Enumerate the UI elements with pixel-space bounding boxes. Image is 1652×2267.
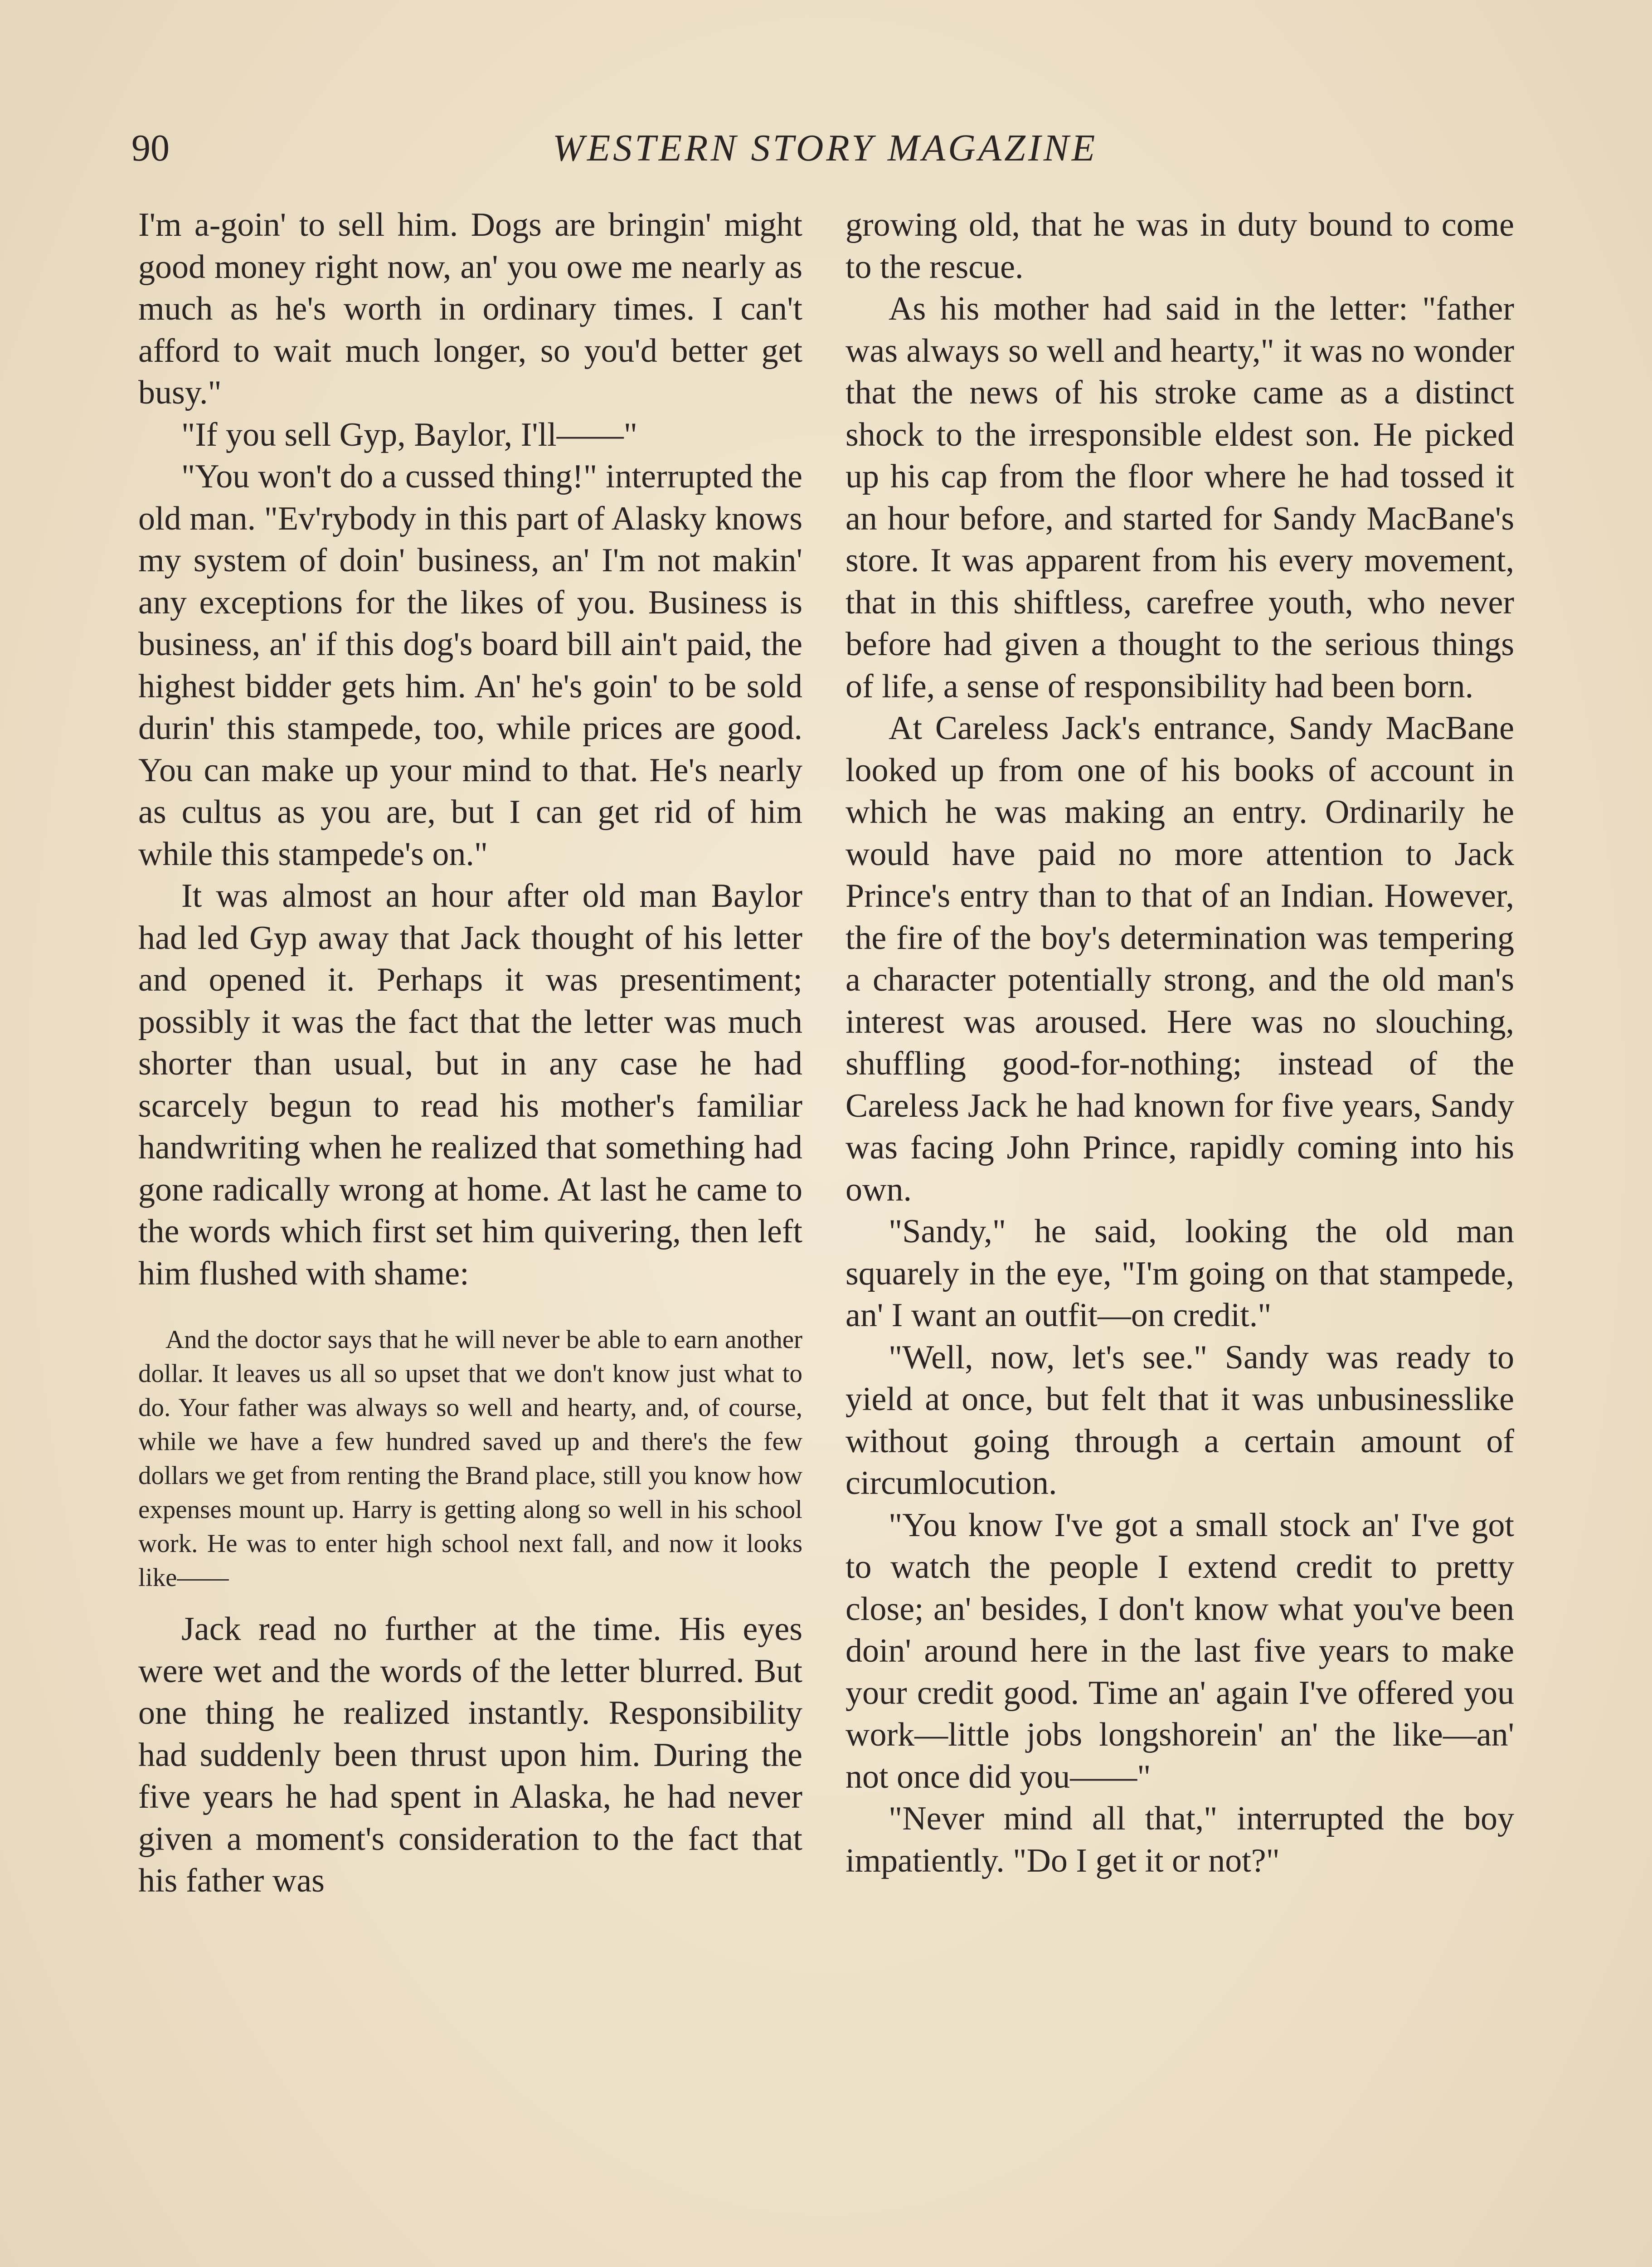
paragraph: "Sandy," he said, looking the old man squarely in the eye, "I'm going on that stampede, an' I want an outfit—on credit." [845,1213,1514,1334]
magazine-title: WESTERN STORY MAGAZINE [552,127,1098,169]
paragraph: I'm a-goin' to sell him. Dogs are bringin' might good money right now, an' you owe me nearly as much as he's worth in ordinary times. I can't afford to wait much longer, so you'd better get busy." [138,206,802,411]
paragraph: "If you sell Gyp, Baylor, I'll——" [181,416,637,453]
paragraph: "Well, now, let's see." Sandy was ready to yield at once, but felt that it was unbusinesslike without going through a certain amount of circumlocution. [845,1338,1514,1502]
paragraph: "You know I've got a small stock an' I've got to watch the people I extend credit to pretty close; an' besides, I don't know what you've been doin' around here in the last five years to make your credit good. Time an' again I've offered you work—little jobs longshorein' an' the like—an' not once did you——" [845,1506,1514,1795]
paragraph: At Careless Jack's entrance, Sandy MacBane looked up from one of his books of account in which he was making an entry. Ordinarily he would have paid no more attention to Jack Prince's entry than to that of an Indian. However, the fire of the boy's determination was tempering a character potentially strong, and the old man's interest was aroused. Here was no slouching, shuffling good-for-nothing; instead of the Careless Jack he had known for five years, Sandy was facing John Prince, rapidly coming into his own. [845,710,1514,1208]
paragraph: As his mother had said in the letter: "father was always so well and hearty," it was no wonder that the news of his stroke came as a distinct shock to the irresponsible eldest son. He picked up his cap from the floor where he had tossed it an hour before, and started for Sandy MacBane's store. It was apparent from his every movement, that in this shiftless, carefree youth, who never before had given a thought to the serious things of life, a sense of responsibility had been born. [845,290,1514,705]
paragraph: Jack read no further at the time. His eyes were wet and the words of the letter blurred. But one thing he realized instantly. Responsibility had suddenly been thrust upon him. During the five years he had spent in Alaska, he had never given a moment's consideration to the fact that his father was [138,1610,802,1899]
paragraph: "Never mind all that," interrupted the boy impatiently. "Do I get it or not?" [845,1800,1514,1879]
paragraph: growing old, that he was in duty bound to come to the rescue. [845,206,1514,286]
letter-excerpt: And the doctor says that he will never be able to earn another dollar. It leaves us all so upset that we don't know just what to do. Your father was always so well and hearty, and, of course, while we have a few hundred saved up and there's the few dollars we get from renting the Brand place, still you know how expenses mount up. Harry is getting along so well in his school work. He was to enter high school next fall, and now it looks like—— [138,1325,802,1592]
page-number: 90 [131,127,170,169]
left-column [138,204,802,1902]
paragraph: "You won't do a cussed thing!" interrupted the old man. "Ev'rybody in this part of Alasky knows my system of doin' business, an' I'm not makin' any exceptions for the likes of you. Business is business, an' if this dog's board bill ain't paid, the highest bidder gets him. An' he's goin' to be sold durin' this stampede, too, while prices are good. You can make up your mind to that. He's nearly as cultus as you are, but I can get rid of him while this stampede's on." [138,458,802,873]
page-header [131,119,1519,178]
right-column [845,204,1514,1882]
paragraph: It was almost an hour after old man Baylor had led Gyp away that Jack thought of his letter and opened it. Perhaps it was presentiment; possibly it was the fact that the letter was much shorter than usual, but in any case he had scarcely begun to read his mother's familiar handwriting when he realized that something had gone radically wrong at home. At last he came to the words which first set him quivering, then left him flushed with shame: [138,877,802,1292]
